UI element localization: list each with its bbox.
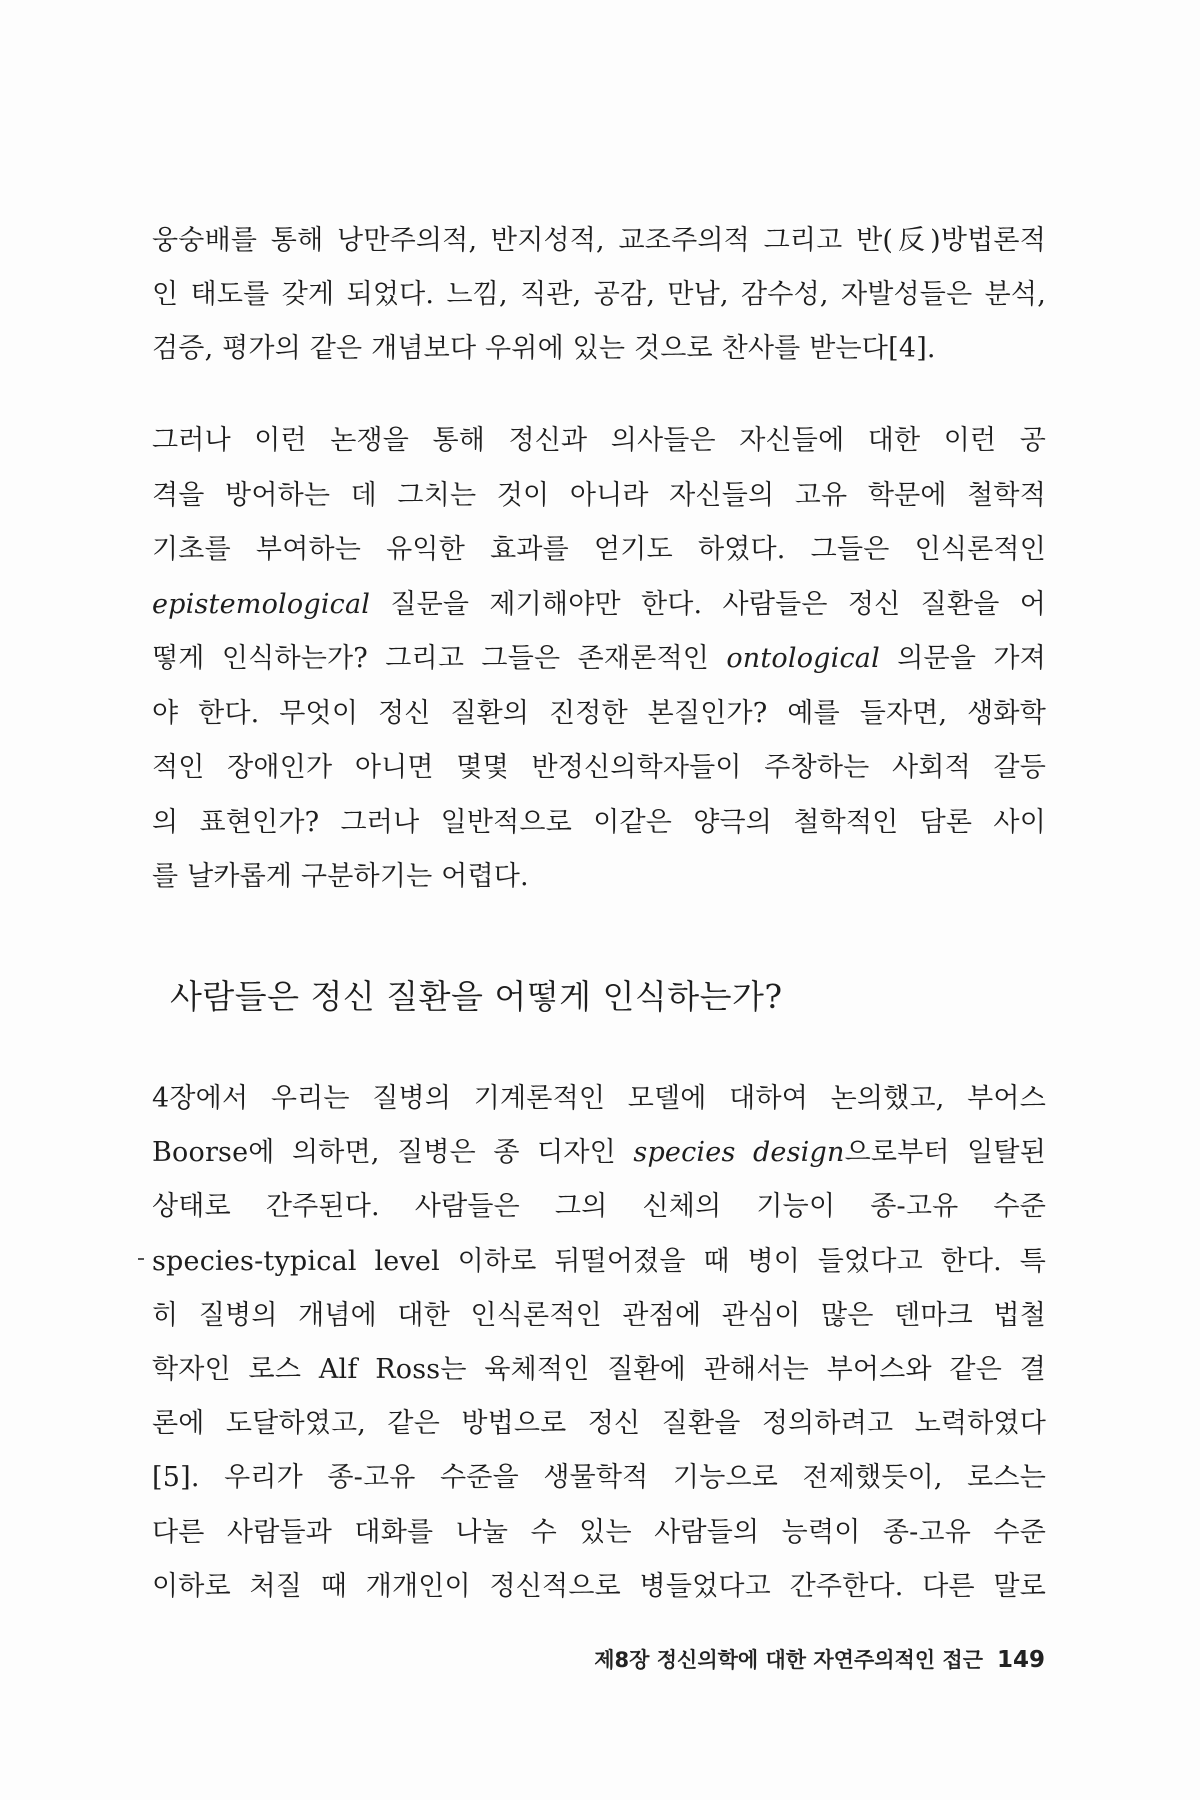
text-line: 학자인 로스 Alf Ross는 육체적인 질환에 관해서는 부어스와 같은 결 (152, 1353, 1046, 1385)
page-number: 149 (996, 1647, 1045, 1673)
margin-mark (138, 1258, 144, 1260)
text-line: 웅숭배를 통해 낭만주의적, 반지성적, 교조주의적 그리고 반(反)방법론적 (152, 225, 1046, 256)
paragraph-2 (152, 414, 1046, 905)
paragraph-3 (152, 1072, 1046, 1614)
text-line: 다른 사람들과 대화를 나눌 수 있는 사람들의 능력이 종-고유 수준 (152, 1516, 1046, 1548)
text-line: Boorse에 의하면, 질병은 종 디자인 species design으로부터 일탈된 (152, 1137, 1046, 1169)
paragraph-1 (152, 214, 1046, 376)
text-line: 이하로 처질 때 개개인이 정신적으로 병들었다고 간주한다. 다른 말로 (152, 1570, 1046, 1602)
text-line: epistemological 질문을 제기해야만 한다. 사람들은 정신 질환을 어 (152, 588, 1046, 620)
text-line: 기초를 부여하는 유익한 효과를 얻기도 하였다. 그들은 인식론적인 (152, 534, 1046, 565)
text-line: 4장에서 우리는 질병의 기계론적인 모델에 대하여 논의했고, 부어스 (152, 1083, 1046, 1114)
text-line: 그러나 이런 논쟁을 통해 정신과 의사들은 자신들에 대한 이런 공 (152, 425, 1046, 456)
text-line: 상태로 간주된다. 사람들은 그의 신체의 기능이 종-고유 수준 (152, 1191, 1046, 1223)
running-chapter-title: 제8장 정신의학에 대한 자연주의적인 접근 (594, 1648, 983, 1672)
text-line: 인 태도를 갖게 되었다. 느낌, 직관, 공감, 만남, 감수성, 자발성들은 분석, (152, 279, 1046, 310)
text-line: 야 한다. 무엇이 정신 질환의 진정한 본질인가? 예를 들자면, 생화학 (152, 697, 1046, 729)
text-line: 검증, 평가의 같은 개념보다 우위에 있는 것으로 찬사를 받는다[4]. (152, 333, 936, 364)
text-line: 떻게 인식하는가? 그리고 그들은 존재론적인 ontological 의문을 가져 (152, 643, 1046, 674)
text-line: 론에 도달하였고, 같은 방법으로 정신 질환을 정의하려고 노력하였다 (152, 1408, 1046, 1440)
text-line: 격을 방어하는 데 그치는 것이 아니라 자신들의 고유 학문에 철학적 (152, 479, 1046, 511)
text-line: 적인 장애인가 아니면 몇몇 반정신의학자들이 주창하는 사회적 갈등 (152, 752, 1046, 783)
section-heading: 사람들은 정신 질환을 어떻게 인식하는가? (170, 977, 783, 1016)
text-line: 의 표현인가? 그러나 일반적으로 이같은 양극의 철학적인 담론 사이 (152, 806, 1046, 838)
text-line: species-typical level 이하로 뒤떨어졌을 때 병이 들었다고 한다. 특 (152, 1245, 1046, 1277)
text-line: [5]. 우리가 종-고유 수준을 생물학적 기능으로 전제했듯이, 로스는 (152, 1462, 1046, 1494)
text-line: 를 날카롭게 구분하기는 어렵다. (152, 861, 529, 892)
text-line: 히 질병의 개념에 대한 인식론적인 관점에 관심이 많은 덴마크 법철 (152, 1299, 1046, 1331)
page-footer (594, 1644, 1045, 1674)
